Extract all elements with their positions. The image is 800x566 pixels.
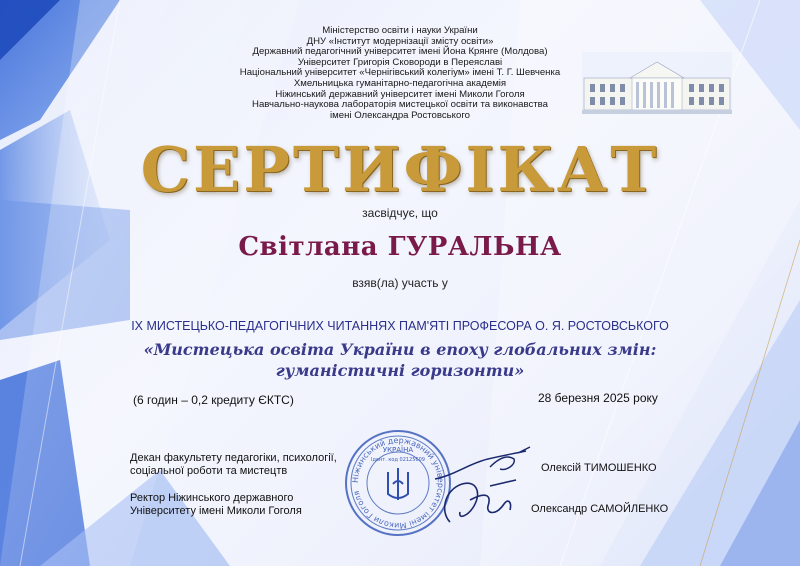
signatory-role — [130, 492, 302, 518]
org-line: Державний педагогічний університет імені Йона Крянге (Молдова) — [252, 46, 548, 58]
org-line: Хмельницька гуманітарно-педагогічна академія — [293, 77, 507, 89]
university-building-icon — [582, 52, 732, 114]
signature-scribble — [430, 472, 530, 532]
theme-line: гуманістичні горизонти» — [275, 361, 525, 380]
hours-credits: (6 годин – 0,2 кредиту ЄКТС) — [133, 393, 294, 407]
event-name: IX МИСТЕЦЬКО-ПЕДАГОГІЧНИХ ЧИТАННЯХ ПАМ'ЯТІ ПРОФЕСОРА О. Я. РОСТОВСЬКОГО — [131, 319, 669, 333]
org-line: Ніжинський державний університет імені Миколи Гоголя — [275, 88, 525, 100]
seal-code-text: Ідент. код 02125609 — [371, 457, 425, 463]
role-line: Ректор Ніжинського державного — [130, 492, 294, 504]
signatory-role — [130, 452, 337, 478]
role-line: соціальної роботи та мистецтв — [130, 465, 288, 477]
certifies-text: засвідчує, що — [362, 206, 438, 220]
theme-line: «Мистецька освіта України в епоху глобальних змін: — [143, 340, 657, 359]
organizations-list — [180, 26, 620, 121]
org-line: Навчально-наукова лабораторія мистецької освіти та виконавства — [252, 99, 548, 111]
signatory-name: Олександр САМОЙЛЕНКО — [531, 503, 669, 515]
participated-text: взяв(ла) участь у — [352, 276, 448, 290]
org-line: ДНУ «Інститут модернізації змісту освіти» — [306, 35, 494, 47]
seal-top-text: УКРАЇНА — [382, 446, 414, 454]
event-theme — [0, 339, 800, 381]
org-line: Університет Григорія Сковороди в Переяславі — [297, 56, 503, 68]
seal-ring-text: Ніжинський державний університет імені Миколи Гоголя — [350, 435, 446, 531]
org-line: Міністерство освіти і науки України — [322, 25, 478, 36]
certificate-title: СЕРТИФІКАТ — [140, 133, 660, 206]
role-line: Декан факультету педагогіки, психології, — [130, 452, 337, 464]
signatory-name: Олексій ТИМОШЕНКО — [541, 462, 657, 474]
org-line: Національний університет «Чернігівський колегіум» імені Т. Г. Шевченка — [239, 67, 561, 79]
trident-icon — [388, 468, 408, 500]
issue-date: 28 березня 2025 року — [538, 391, 658, 405]
recipient-name: Світлана ГУРАЛЬНА — [238, 232, 562, 262]
role-line: Університету імені Миколи Гоголя — [130, 505, 302, 517]
org-line: імені Олександра Ростовського — [330, 109, 470, 121]
